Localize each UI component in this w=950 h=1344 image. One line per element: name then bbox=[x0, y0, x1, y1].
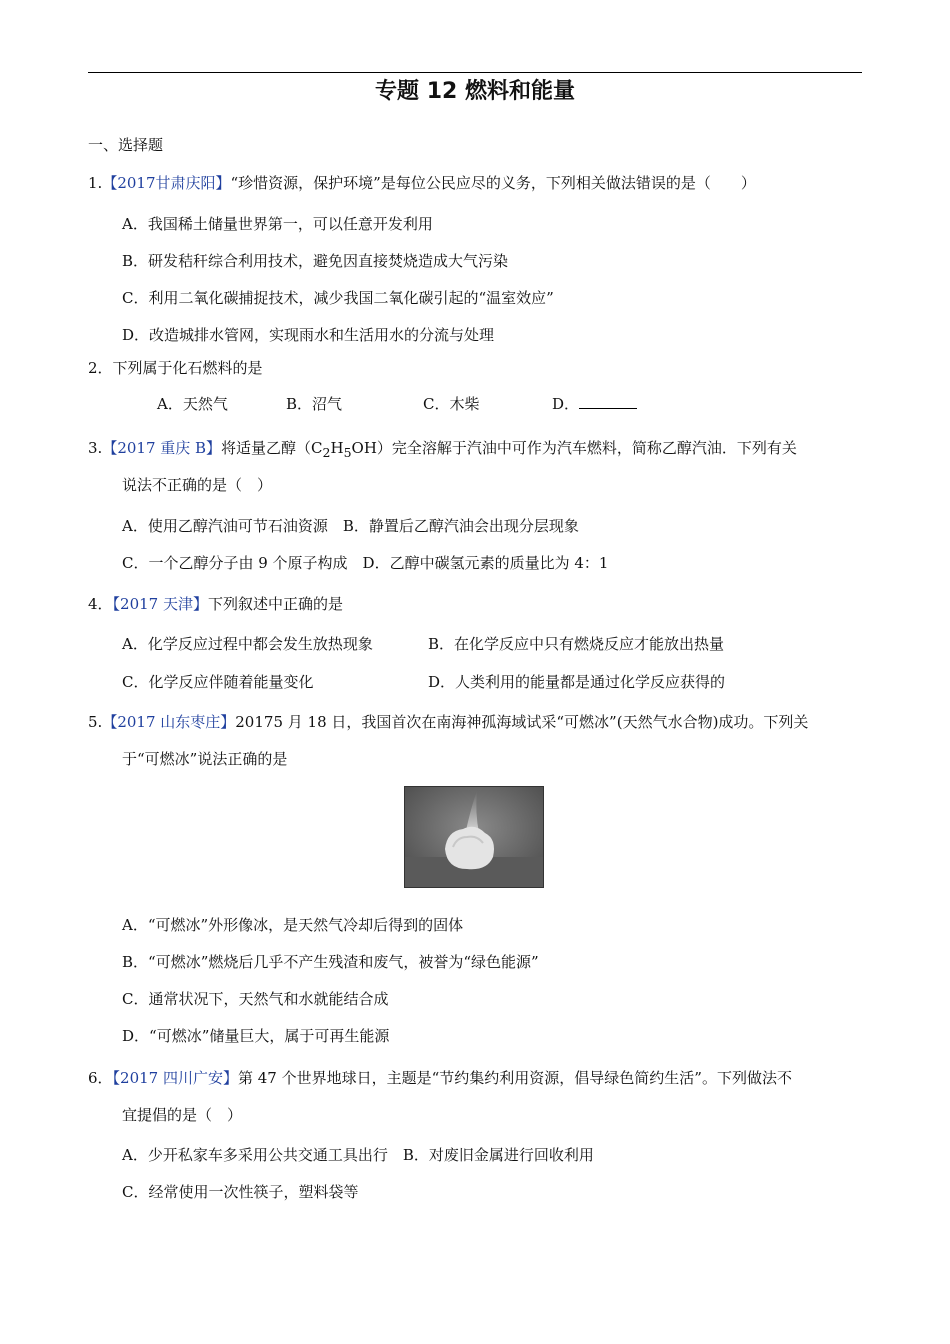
question-6-stem bbox=[88, 1068, 792, 1088]
question-5-option-a: A．“可燃冰”外形像冰，是天然气冷却后得到的固体 bbox=[122, 916, 464, 934]
question-source: 【2017 天津】 bbox=[112, 595, 208, 613]
question-1-stem bbox=[88, 173, 756, 193]
answer-blank bbox=[579, 394, 637, 409]
subscript: 5 bbox=[343, 445, 352, 460]
question-number: 1. bbox=[88, 174, 103, 192]
question-5-option-c: C．通常状况下，天然气和水就能结合成 bbox=[122, 990, 389, 1008]
question-5-option-d: D．“可燃冰”储量巨大，属于可再生能源 bbox=[122, 1027, 390, 1045]
question-2-option-c: C．木柴 bbox=[423, 395, 480, 413]
question-1-option-c: C．利用二氧化碳捕捉技术，减少我国二氧化碳引起的“温室效应” bbox=[122, 289, 554, 307]
question-1-option-a: A．我国稀土储量世界第一，可以任意开发利用 bbox=[122, 215, 433, 233]
question-3-stem: 3.【2017 重庆 B】将适量乙醇$(C_2H_5OH)$完全溶解于汽油中可作为汽车燃料，简称乙醇汽油．下列有关 bbox=[88, 439, 797, 460]
question-5-option-b: B．“可燃冰”燃烧后几乎不产生残渣和废气，被誉为“绿色能源” bbox=[122, 953, 539, 971]
question-text: 下列叙述中正确的是 bbox=[208, 595, 344, 613]
question-number: 4． bbox=[88, 595, 113, 613]
question-number: 6． bbox=[88, 1069, 113, 1087]
question-4-option-a: A．化学反应过程中都会发生放热现象 bbox=[122, 635, 373, 653]
question-6-options-ab: A．少开私家车多采用公共交通工具出行 B．对废旧金属进行回收利用 bbox=[122, 1146, 594, 1164]
question-3-stem-cont: 说法不正确的是（ ） bbox=[122, 476, 273, 494]
question-1-option-d: D．改造城排水管网，实现雨水和生活用水的分流与处理 bbox=[122, 326, 495, 344]
question-text: 20175 月 18 日，我国首次在南海神孤海域试采“可燃冰”(天然气水合物)成功。下列关 bbox=[235, 713, 809, 731]
question-number: 2． bbox=[88, 359, 113, 377]
question-4-option-b: B．在化学反应中只有燃烧反应才能放出热量 bbox=[428, 635, 725, 653]
question-2-stem bbox=[88, 358, 263, 378]
question-4-option-d: D．人类利用的能量都是通过化学反应获得的 bbox=[428, 673, 726, 691]
page-title: 专题 12 燃料和能量 bbox=[375, 79, 575, 104]
question-text: “珍惜资源，保护环境”是每位公民应尽的义务，下列相关做法错误的是（ ） bbox=[230, 174, 756, 192]
question-number: 5. bbox=[88, 713, 103, 731]
question-5-stem-cont: 于“可燃冰”说法正确的是 bbox=[122, 750, 288, 768]
question-text: 第 47 个世界地球日，主题是“节约集约利用资源，倡导绿色简约生活”。下列做法不 bbox=[238, 1069, 792, 1087]
question-number: 3. bbox=[88, 439, 103, 457]
question-3-options-ab: A．使用乙醇汽油可节石油资源 B．静置后乙醇汽油会出现分层现象 bbox=[122, 517, 579, 535]
combustible-ice-photo bbox=[404, 786, 544, 888]
question-source: 【2017 重庆 B】 bbox=[102, 439, 222, 457]
burning-ice-image bbox=[405, 787, 544, 888]
question-text: 下列属于化石燃料的是 bbox=[112, 359, 263, 377]
question-2-option-a: A．天然气 bbox=[157, 395, 228, 413]
section-heading: 一、选择题 bbox=[88, 136, 164, 154]
question-source: 【2017 四川广安】 bbox=[112, 1069, 238, 1087]
question-4-stem bbox=[88, 594, 343, 614]
question-3-options-cd: C．一个乙醇分子由 9 个原子构成 D．乙醇中碳氢元素的质量比为 4：1 bbox=[122, 554, 609, 572]
question-5-stem bbox=[88, 712, 808, 732]
question-6-stem-cont: 宜提倡的是（ ） bbox=[122, 1106, 243, 1124]
question-2-option-b: B．沼气 bbox=[286, 395, 343, 413]
question-1-option-b: B．研发秸秆综合利用技术，避免因直接焚烧造成大气污染 bbox=[122, 252, 509, 270]
subscript: 2 bbox=[322, 445, 331, 460]
header-rule bbox=[88, 72, 862, 73]
question-4-option-c: C．化学反应伴随着能量变化 bbox=[122, 673, 314, 691]
question-source: 【2017甘肃庆阳】 bbox=[102, 174, 231, 192]
question-source: 【2017 山东枣庄】 bbox=[102, 713, 236, 731]
question-2-option-d: D． bbox=[552, 394, 637, 414]
question-6-option-c: C．经常使用一次性筷子，塑料袋等 bbox=[122, 1183, 359, 1201]
